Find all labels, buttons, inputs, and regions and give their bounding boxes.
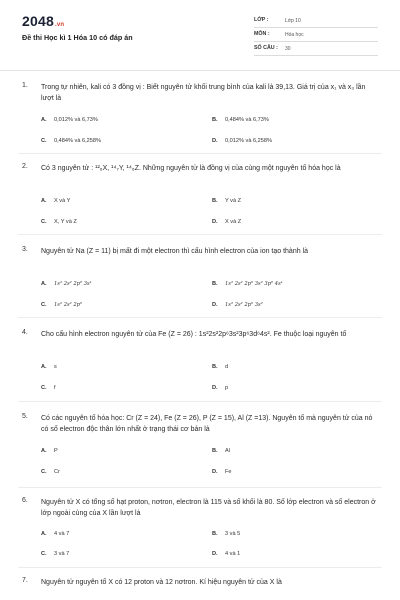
question-stem: Có các nguyên tố hóa học: Cr (Z = 24), Fe (Z = 26), P (Z = 15), Al (Z =13). Nguyên tố mà nguyên tử của nó có số electron độc thân lớn nhất ở trạng thái cơ bản là bbox=[41, 415, 373, 433]
question-stem: Nguyên tử Na (Z = 11) bị mất đi một electron thì cấu hình electron của ion tạo thành là bbox=[41, 248, 309, 255]
meta-class-value: Lớp 10 bbox=[285, 17, 301, 24]
option-b[interactable]: B. d bbox=[212, 364, 229, 370]
option-a[interactable]: A. 1s² 2s² 2p⁶ 3s¹ bbox=[41, 281, 92, 287]
option-b[interactable]: B. 0,484% và 6,73% bbox=[212, 117, 269, 123]
option-d[interactable]: D. Fe bbox=[212, 469, 232, 475]
meta-count-row bbox=[254, 43, 378, 56]
question-divider bbox=[18, 317, 382, 318]
question-stem: Nguyên tử X có tổng số hạt proton, nơtron, electron là 115 và số khối là 80. Số lớp electron và số electron ở lớp ngoài cùng của X lần lượt là bbox=[41, 499, 376, 517]
logo-main: 2048 bbox=[22, 13, 54, 29]
option-d[interactable]: D. X và Z bbox=[212, 219, 242, 225]
option-c[interactable]: C. Cr bbox=[41, 469, 60, 475]
question-number: 6. bbox=[22, 497, 28, 504]
question-stem: Có 3 nguyên tử : ¹²₆X, ¹⁴₇Y, ¹⁴₆Z. Những nguyên tử là đồng vị của cùng một nguyên tố hóa học là bbox=[41, 165, 341, 172]
question-number: 2. bbox=[22, 163, 28, 170]
option-b[interactable]: B. Y và Z bbox=[212, 198, 242, 204]
option-c[interactable]: C. 0,484% và 6,258% bbox=[41, 138, 101, 144]
question-number: 3. bbox=[22, 246, 28, 253]
option-b[interactable]: B. Al bbox=[212, 448, 230, 454]
header-divider bbox=[0, 70, 400, 71]
option-a[interactable]: A. 4 và 7 bbox=[41, 531, 70, 537]
question-number: 7. bbox=[22, 577, 28, 584]
option-c[interactable]: C. 3 và 7 bbox=[41, 551, 70, 557]
option-b[interactable]: B. 3 và 5 bbox=[212, 531, 241, 537]
question-divider bbox=[18, 487, 382, 488]
site-logo[interactable] bbox=[22, 13, 64, 29]
option-d[interactable]: D. 4 và 1 bbox=[212, 551, 241, 557]
logo-tld: .vn bbox=[54, 22, 65, 28]
option-b[interactable]: B. 1s² 2s² 2p⁶ 3s² 3p⁶ 4s¹ bbox=[212, 281, 283, 287]
option-c[interactable]: C. 1s² 2s² 2p⁶ bbox=[41, 302, 83, 308]
meta-count-key: SỐ CÂU : bbox=[254, 45, 278, 51]
meta-count-value: 30 bbox=[285, 45, 291, 52]
question-divider bbox=[18, 234, 382, 235]
question-number: 5. bbox=[22, 413, 28, 420]
meta-class-key: LỚP : bbox=[254, 17, 269, 23]
page-header bbox=[0, 0, 400, 70]
question-stem: Trong tự nhiên, kali có 3 đồng vị : Biết nguyên tử khối trung bình của kali là 39,13. Giá trị của x₁ và x₃ lần lượt là bbox=[41, 84, 366, 102]
option-a[interactable]: A. 0,012% và 6,73% bbox=[41, 117, 98, 123]
meta-subject-value: Hóa học bbox=[285, 31, 304, 38]
question-divider bbox=[18, 401, 382, 402]
option-d[interactable]: D. p bbox=[212, 385, 229, 391]
option-a[interactable]: A. s bbox=[41, 364, 57, 370]
question-stem: Cho cấu hình electron nguyên tử của Fe (Z = 26) : 1s²2s²2p⁶3s²3p⁶3d⁶4s². Fe thuộc loại nguyên tố bbox=[41, 331, 347, 338]
meta-subject-key: MÔN : bbox=[254, 31, 270, 37]
question-number: 1. bbox=[22, 82, 28, 89]
document-title: Đề thi Học kì 1 Hóa 10 có đáp án bbox=[22, 33, 133, 42]
option-c[interactable]: C. X, Y và Z bbox=[41, 219, 77, 225]
question-divider bbox=[18, 153, 382, 154]
option-a[interactable]: A. P bbox=[41, 448, 58, 454]
option-d[interactable]: D. 1s² 2s² 2p⁶ 3s² bbox=[212, 302, 263, 308]
question-number: 4. bbox=[22, 329, 28, 336]
option-a[interactable]: A. X và Y bbox=[41, 198, 71, 204]
option-d[interactable]: D. 0,012% và 6,258% bbox=[212, 138, 272, 144]
meta-class-row bbox=[254, 15, 378, 28]
question-divider bbox=[18, 567, 382, 568]
question-stem: Nguyên tử nguyên tố X có 12 proton và 12 nơtron. Kí hiệu nguyên tử của X là bbox=[41, 579, 282, 586]
option-c[interactable]: C. f bbox=[41, 385, 56, 391]
meta-subject-row bbox=[254, 29, 378, 42]
